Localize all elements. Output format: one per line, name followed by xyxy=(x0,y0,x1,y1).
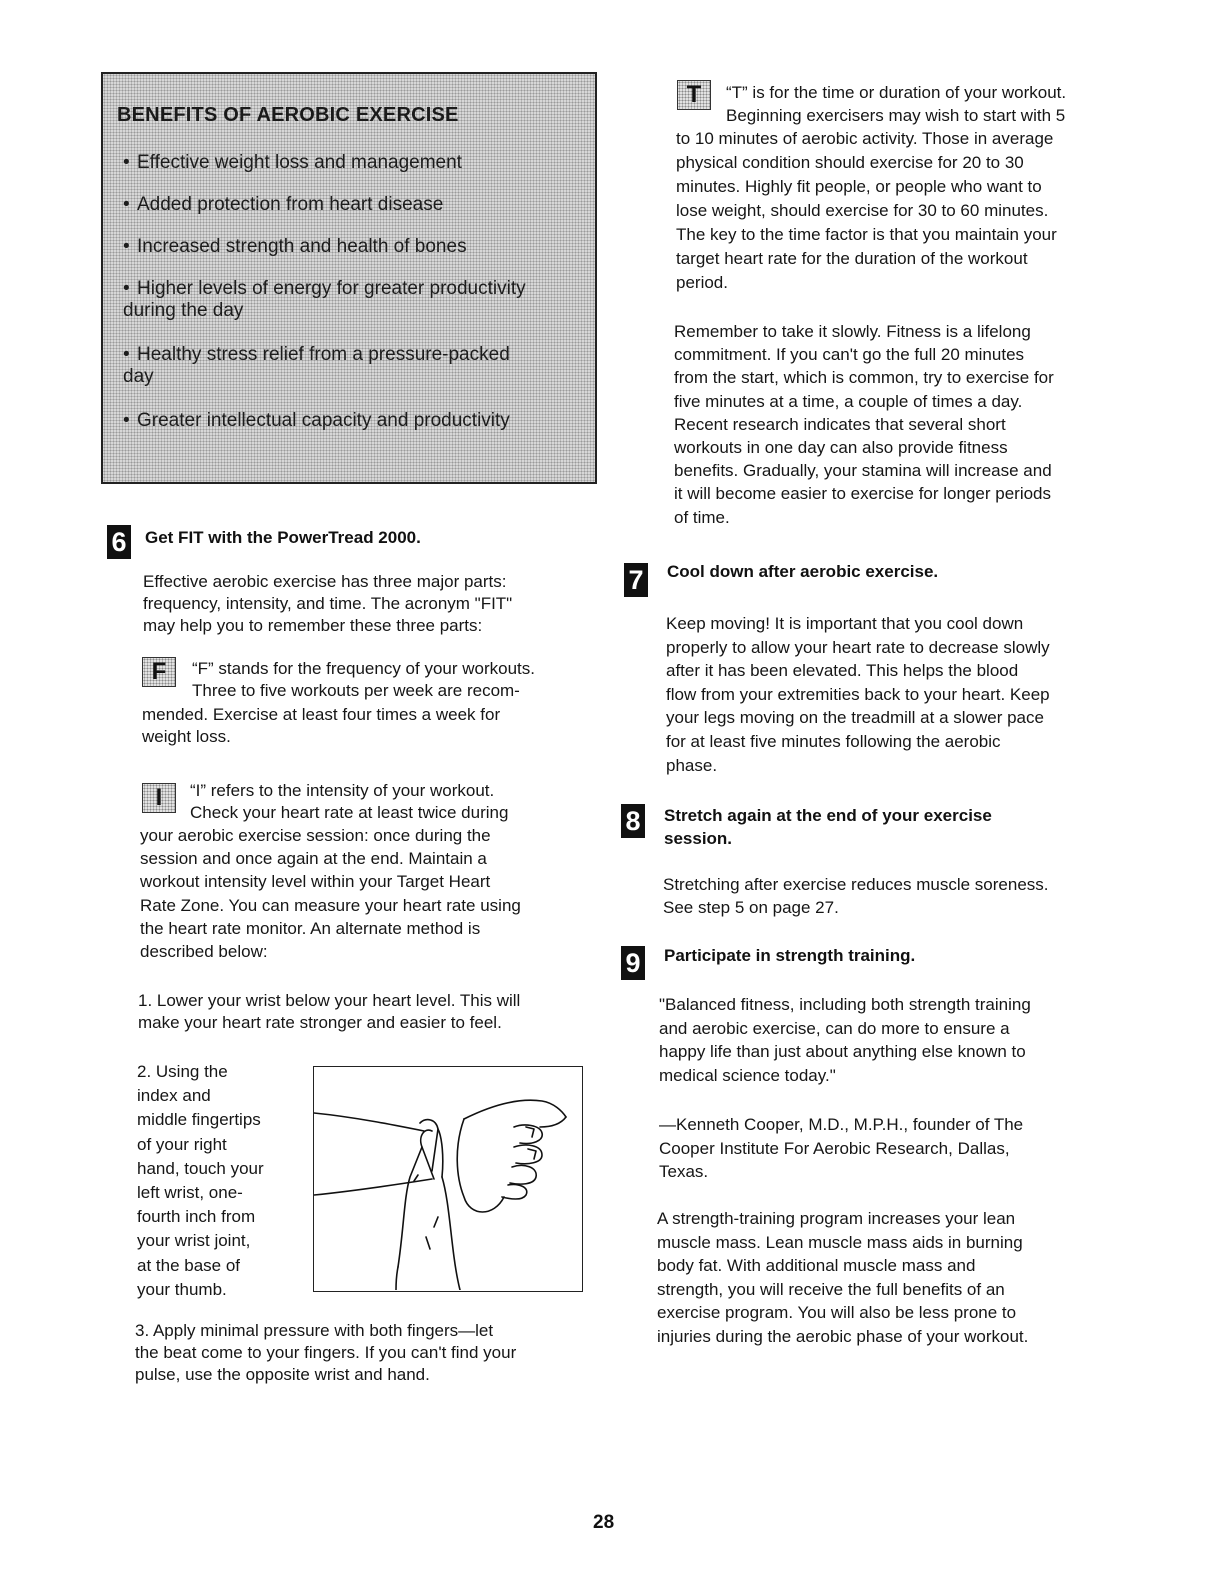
list-item-2: 2. Using the index and middle fingertips of your right hand, touch your left wrist, one- fourth inch from your wrist joint, at the base of your thumb. xyxy=(137,1062,264,1299)
step-9-attribution: —Kenneth Cooper, M.D., M.P.H., founder of The Cooper Institute For Aerobic Research, Dallas, Texas. xyxy=(659,1115,1024,1181)
benefit-item: • Greater intellectual capacity and productivity xyxy=(123,410,510,431)
t-line: to 10 minutes of aerobic activity. Those in average xyxy=(676,129,1054,148)
step-7-paragraph: Keep moving! It is important that you cool down properly to allow your heart rate to decrease slowly after it has been elevated. This helps the blood flow from your extremities back to your heart. Keep your legs moving on the treadmill at a slower pace for at least five minutes following the aerobic phase. xyxy=(666,614,1050,775)
f-line: Three to five workouts per week are recom- xyxy=(192,681,520,700)
i-line: Check your heart rate at least twice during xyxy=(190,803,509,822)
i-line: workout intensity level within your Target Heart xyxy=(140,872,491,891)
t-line: The key to the time factor is that you maintain your xyxy=(676,225,1057,244)
step-7-badge: 7 xyxy=(624,563,648,597)
f-line: mended. Exercise at least four times a week for xyxy=(142,705,501,724)
hand-on-wrist-drawing xyxy=(314,1067,581,1290)
t-line: target heart rate for the duration of the workout xyxy=(676,249,1028,268)
benefit-item: • Healthy stress relief from a pressure-packed day xyxy=(123,344,510,387)
t-line: “T” is for the time or duration of your workout. xyxy=(726,83,1067,102)
i-line: “I” refers to the intensity of your workout. xyxy=(190,781,495,800)
i-line: described below: xyxy=(140,942,268,961)
step-9-paragraph: A strength-training program increases your lean muscle mass. Lean muscle mass aids in burning body fat. With additional muscle mass and strength, you will receive the full benefits of an exercise program. You will also be less prone to injuries during the aerobic phase of your workout. xyxy=(657,1209,1029,1346)
step-8-paragraph: Stretching after exercise reduces muscle soreness. See step 5 on page 27. xyxy=(663,875,1049,917)
benefits-title: BENEFITS OF AEROBIC EXERCISE xyxy=(117,104,459,126)
benefit-item: • Higher levels of energy for greater productivity during the day xyxy=(123,278,526,321)
benefit-item: • Added protection from heart disease xyxy=(123,194,444,215)
i-line: the heart rate monitor. An alternate method is xyxy=(140,919,481,938)
letter-i-box: I xyxy=(142,783,176,813)
pulse-check-illustration xyxy=(313,1066,583,1292)
i-line: your aerobic exercise session: once during the xyxy=(140,826,491,845)
t-line: minutes. Highly fit people, or people who want to xyxy=(676,177,1042,196)
list-item-1: 1. Lower your wrist below your heart level. This will make your heart rate stronger and easier to feel. xyxy=(138,991,521,1032)
t-line: lose weight, should exercise for 30 to 60 minutes. xyxy=(676,201,1049,220)
page-number: 28 xyxy=(593,1512,615,1533)
step-6-badge: 6 xyxy=(107,525,131,559)
benefit-item: • Increased strength and health of bones xyxy=(123,236,467,257)
t-line: physical condition should exercise for 20 to 30 xyxy=(676,153,1024,172)
f-line: weight loss. xyxy=(142,727,231,746)
remember-paragraph: Remember to take it slowly. Fitness is a lifelong commitment. If you can't go the full 20 minutes from the start, which is common, try to exercise for five minutes at a time, a couple of times a day. Recent research indicates that several short workouts in one day can also provide fitness benefits. Gradually, your stamina will increase and it will become easier to exercise for longer periods of time. xyxy=(674,322,1054,527)
benefits-box xyxy=(101,72,597,484)
i-line: Rate Zone. You can measure your heart rate using xyxy=(140,896,521,915)
letter-t-box: T xyxy=(677,80,711,110)
step-9-heading: Participate in strength training. xyxy=(664,946,916,965)
t-line: Beginning exercisers may wish to start with 5 xyxy=(726,106,1066,125)
step-8-badge: 8 xyxy=(621,804,645,838)
i-line: session and once again at the end. Maintain a xyxy=(140,849,487,868)
step-6-intro: Effective aerobic exercise has three major parts: frequency, intensity, and time. The acronym "FIT" may help you to remember these three parts: xyxy=(143,572,513,635)
f-line: “F” stands for the frequency of your workouts. xyxy=(192,659,535,678)
t-line: period. xyxy=(676,273,728,292)
step-8-heading: Stretch again at the end of your exercise session. xyxy=(664,806,992,848)
step-9-quote: "Balanced fitness, including both strength training and aerobic exercise, can do more to ensure a happy life than just about anything else known to medical science today." xyxy=(659,995,1031,1085)
step-6-heading: Get FIT with the PowerTread 2000. xyxy=(145,528,421,547)
step-7-heading: Cool down after aerobic exercise. xyxy=(667,562,939,581)
list-item-3: 3. Apply minimal pressure with both fingers—let the beat come to your fingers. If you can't find your pulse, use the opposite wrist and hand. xyxy=(135,1321,517,1384)
letter-f-box: F xyxy=(142,657,176,687)
step-9-badge: 9 xyxy=(621,946,645,980)
benefit-item: • Effective weight loss and management xyxy=(123,152,462,173)
